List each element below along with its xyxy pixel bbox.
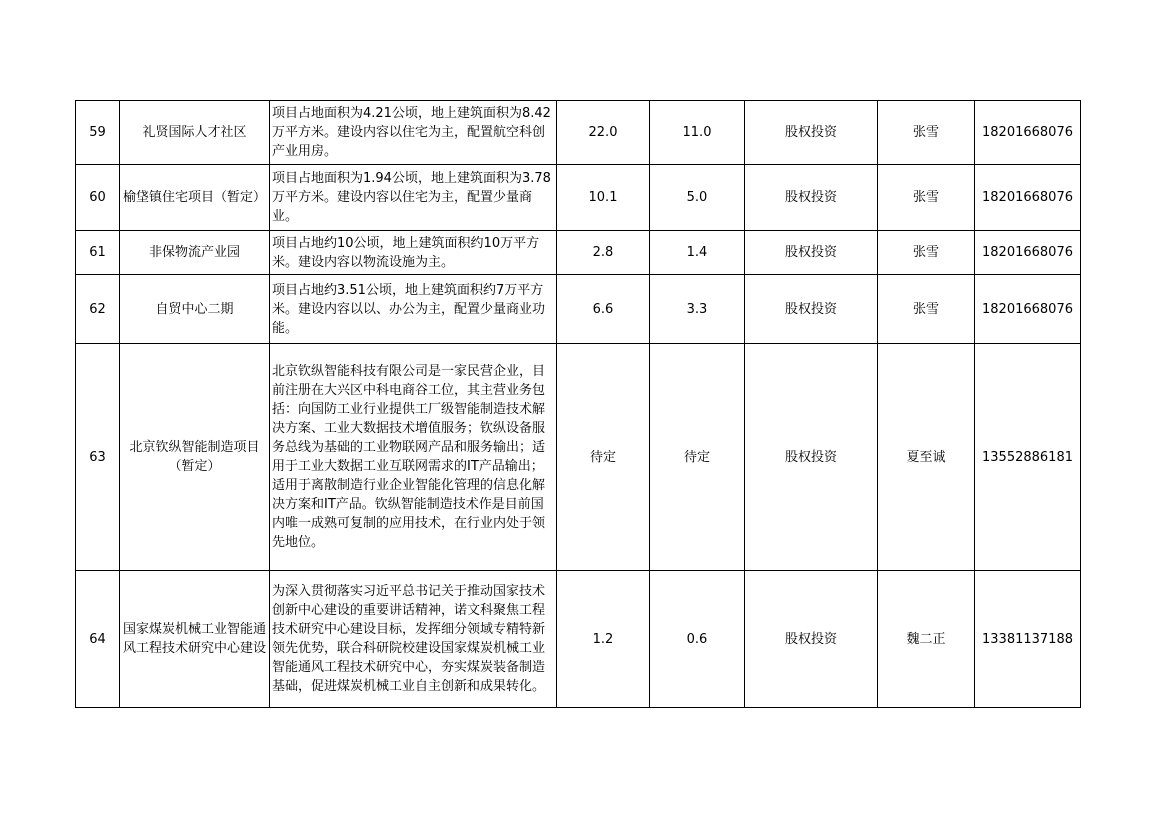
project-name: 国家煤炭机械工业智能通风工程技术研究中心建设: [120, 571, 270, 708]
total-investment: 22.0: [557, 101, 650, 165]
contact-phone: 18201668076: [975, 101, 1081, 165]
contact-person: 张雪: [878, 231, 975, 275]
row-number: 62: [76, 275, 120, 344]
investment-mode: 股权投资: [745, 344, 878, 571]
row-number: 63: [76, 344, 120, 571]
row-number: 59: [76, 101, 120, 165]
contact-phone: 18201668076: [975, 275, 1081, 344]
project-name: 非保物流产业园: [120, 231, 270, 275]
investment-mode: 股权投资: [745, 231, 878, 275]
project-description: 项目占地约3.51公顷，地上建筑面积约7万平方米。建设内容以以、办公为主，配置少量商业功能。: [270, 275, 557, 344]
project-name: 自贸中心二期: [120, 275, 270, 344]
contact-phone: 18201668076: [975, 231, 1081, 275]
total-investment: 1.2: [557, 571, 650, 708]
investment-mode: 股权投资: [745, 571, 878, 708]
project-name: 榆垡镇住宅项目（暂定）: [120, 165, 270, 231]
contact-phone: 13381137188: [975, 571, 1081, 708]
project-description: 北京钦纵智能科技有限公司是一家民营企业，目前注册在大兴区中科电商谷工位，其主营业务包括：向国防工业行业提供工厂级智能制造技术解决方案、工业大数据技术增值服务；钦纵设备服务总线为基础的工业物联网产品和服务输出；适用于工业大数据工业互联网需求的IT产品输出；适用于离散制造行业企业智能化管理的信息化解决方案和IT产品。钦纵智能制造技术作是目前国内唯一成熟可复制的应用技术，在行业内处于领先地位。: [270, 344, 557, 571]
table-row: [76, 571, 1081, 708]
row-number: 64: [76, 571, 120, 708]
contact-person: 夏至诚: [878, 344, 975, 571]
contact-person: 张雪: [878, 165, 975, 231]
project-description: 项目占地面积为4.21公顷，地上建筑面积为8.42万平方米。建设内容以住宅为主，配置航空科创产业用房。: [270, 101, 557, 165]
table-row: [76, 165, 1081, 231]
project-name: 礼贤国际人才社区: [120, 101, 270, 165]
contact-person: 张雪: [878, 101, 975, 165]
contact-phone: 18201668076: [975, 165, 1081, 231]
table-row: [76, 231, 1081, 275]
planned-investment: 5.0: [650, 165, 745, 231]
project-description: 为深入贯彻落实习近平总书记关于推动国家技术创新中心建设的重要讲话精神，诺文科聚焦工程技术研究中心建设目标，发挥细分领域专精特新领先优势，联合科研院校建设国家煤炭机械工业智能通风工程技术研究中心，夯实煤炭装备制造基础，促进煤炭机械工业自主创新和成果转化。: [270, 571, 557, 708]
project-description: 项目占地约10公顷，地上建筑面积约10万平方米。建设内容以物流设施为主。: [270, 231, 557, 275]
total-investment: 10.1: [557, 165, 650, 231]
table-row: [76, 101, 1081, 165]
project-description: 项目占地面积为1.94公顷，地上建筑面积为3.78万平方米。建设内容以住宅为主，配置少量商业。: [270, 165, 557, 231]
investment-mode: 股权投资: [745, 101, 878, 165]
table-row: [76, 344, 1081, 571]
planned-investment: 11.0: [650, 101, 745, 165]
planned-investment: 0.6: [650, 571, 745, 708]
contact-person: 魏二正: [878, 571, 975, 708]
table-row: [76, 275, 1081, 344]
planned-investment: 待定: [650, 344, 745, 571]
total-investment: 6.6: [557, 275, 650, 344]
investment-mode: 股权投资: [745, 275, 878, 344]
planned-investment: 1.4: [650, 231, 745, 275]
planned-investment: 3.3: [650, 275, 745, 344]
project-table: [75, 100, 1081, 708]
total-investment: 待定: [557, 344, 650, 571]
row-number: 61: [76, 231, 120, 275]
contact-person: 张雪: [878, 275, 975, 344]
total-investment: 2.8: [557, 231, 650, 275]
investment-mode: 股权投资: [745, 165, 878, 231]
project-name: 北京钦纵智能制造项目（暂定）: [120, 344, 270, 571]
row-number: 60: [76, 165, 120, 231]
contact-phone: 13552886181: [975, 344, 1081, 571]
